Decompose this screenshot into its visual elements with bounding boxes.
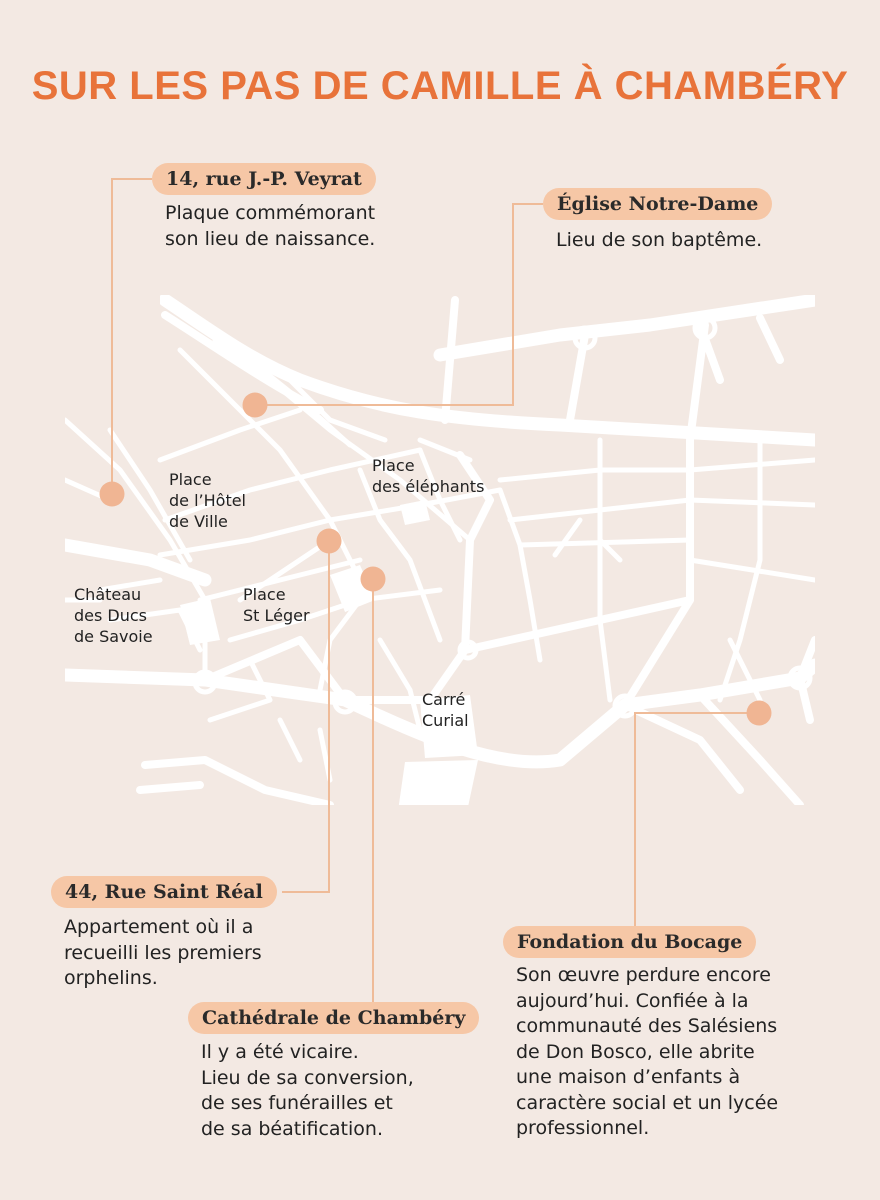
location-bocage-description: Son œuvre perdure encore aujourd’hui. Confiée à la communauté des Salésiens de Don Bosco, elle abrite une maison d’enfants à caractère social et un lycée professionnel. — [516, 964, 779, 1139]
location-saint-real-description: Appartement où il a recueilli les premiers orphelins. — [64, 916, 262, 989]
location-notre-dame-description: Lieu de son baptême. — [556, 229, 763, 251]
location-veyrat-title: 14, rue J.-P. Veyrat — [152, 163, 376, 195]
place-hotel-de-ville-label: Place de l’Hôtel de Ville — [169, 470, 246, 531]
marker-bocage — [747, 701, 772, 726]
place-st-leger-label: Place St Léger — [243, 585, 310, 625]
location-saint-real-title: 44, Rue Saint Réal — [51, 876, 277, 908]
marker-veyrat — [100, 482, 125, 507]
location-cathedrale-description: Il y a été vicaire. Lieu de sa conversion, de ses funérailles et de sa béatification. — [201, 1041, 414, 1140]
location-cathedrale-title: Cathédrale de Chambéry — [188, 1002, 479, 1034]
marker-cathedrale — [361, 567, 386, 592]
location-veyrat-description: Plaque commémorant son lieu de naissance. — [165, 202, 376, 250]
location-bocage-title: Fondation du Bocage — [503, 926, 756, 958]
chateau-ducs-savoie-label: Château des Ducs de Savoie — [74, 585, 153, 646]
map-title: SUR LES PAS DE CAMILLE À CHAMBÉRY — [31, 64, 849, 108]
medium-roads — [140, 300, 815, 805]
marker-saint-real — [317, 529, 342, 554]
marker-notre-dame — [243, 393, 268, 418]
carre-curial-label: Carré Curial — [422, 690, 469, 730]
place-elephants-label: Place des éléphants — [372, 456, 485, 496]
location-notre-dame-title: Église Notre-Dame — [543, 188, 772, 220]
